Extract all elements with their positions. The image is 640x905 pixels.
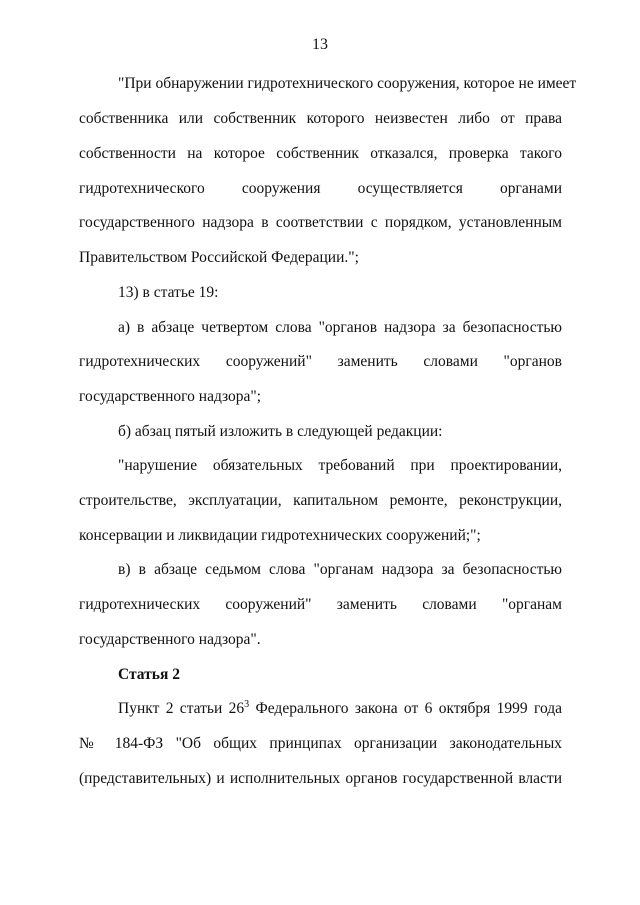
- text-line: государственного надзора в соответствии с порядком, установленным: [79, 214, 562, 231]
- text-line: гидротехнических сооружений" заменить словами "органов: [79, 353, 562, 370]
- text-line: собственника или собственник которого неизвестен либо от права: [79, 110, 562, 127]
- text-line: строительстве, эксплуатации, капитальном ремонте, реконструкции,: [79, 492, 562, 509]
- text-line: [118, 699, 562, 719]
- text-line: а) в абзаце четвертом слова "органов надзора за безопасностью: [118, 319, 562, 336]
- article-heading: Статья 2: [118, 666, 180, 683]
- text-line: б) абзац пятый изложить в следующей редакции:: [118, 423, 443, 440]
- text-line: гидротехнического сооружения осуществляется органами: [79, 180, 562, 197]
- text-line: собственности на которое собственник отказался, проверка такого: [79, 145, 562, 162]
- text-line: гидротехнических сооружений" заменить словами "органам: [79, 596, 562, 613]
- text-line: Правительством Российской Федерации.";: [79, 249, 359, 266]
- list-item-heading: 13) в статье 19:: [118, 284, 219, 301]
- text-line: "нарушение обязательных требований при проектировании,: [118, 457, 562, 474]
- text-fragment: Федерального закона от 6 октября 1999 года: [255, 700, 563, 717]
- text-line: государственного надзора".: [79, 631, 261, 648]
- superscript: 3: [244, 698, 250, 710]
- text-line: в) в абзаце седьмом слова "органам надзора за безопасностью: [118, 561, 562, 578]
- page-number: 13: [312, 36, 328, 53]
- text-line: государственного надзора";: [79, 388, 262, 405]
- text-line: "При обнаружении гидротехнического сооружения, которое не имеет: [118, 75, 577, 92]
- text-line: консервации и ликвидации гидротехнических сооружений;";: [79, 527, 481, 544]
- text-fragment: Пункт 2 статьи 26: [118, 700, 245, 717]
- text-line: (представительных) и исполнительных органов государственной власти: [79, 770, 562, 787]
- text-line: № 184-ФЗ "Об общих принципах организации законодательных: [79, 735, 562, 752]
